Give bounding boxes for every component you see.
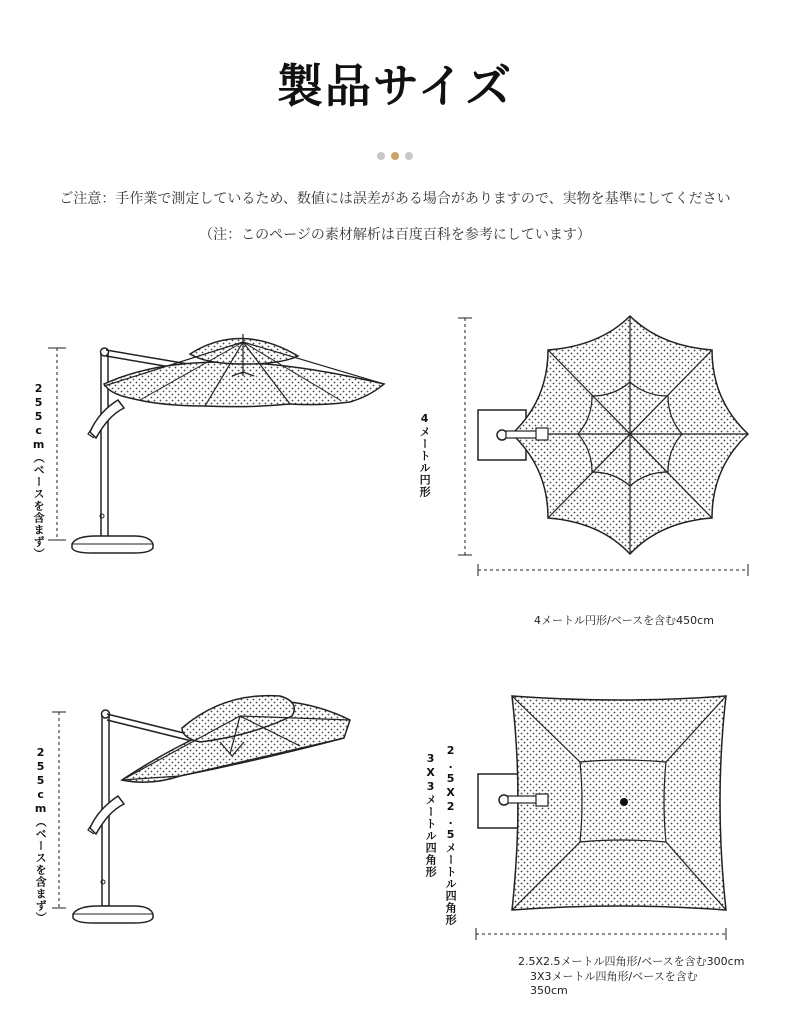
dot-3 xyxy=(405,152,413,160)
square-caption-line2: 3X3メートル四角形/ベースを含む xyxy=(530,970,698,983)
dot-1 xyxy=(377,152,385,160)
round-umbrella-side-view xyxy=(0,300,400,580)
square-caption-line3: 350cm xyxy=(530,984,568,997)
pagination-dots xyxy=(0,152,790,160)
measurement-notice: ご注意：手作業で測定しているため、数値には誤差がある場合がありますので、実物を基準にしてください xyxy=(59,191,731,207)
source-notice: （注：このページの素材解析は百度百科を参考にしています） xyxy=(199,227,591,243)
square-umbrella-top-view xyxy=(460,690,760,950)
square-height-label: 255cm（ベースを含まず） xyxy=(34,746,48,924)
page-title: 製品サイズ xyxy=(276,59,514,113)
square-caption-line1: 2.5X2.5メートル四角形/ベースを含む300cm xyxy=(518,955,745,968)
round-umbrella-top-view xyxy=(450,310,770,590)
square-size-label-2-5: 2.5X2.5メートル四角形 xyxy=(444,744,458,926)
round-size-caption: 4メートル円形/ベースを含む450cm xyxy=(534,614,714,627)
dot-2-active xyxy=(391,152,399,160)
square-size-label-3x3: 3X3メートル四角形 xyxy=(424,752,438,878)
square-umbrella-side-view xyxy=(0,680,400,940)
round-diameter-label: 4メートル円形 xyxy=(418,412,432,498)
round-height-label: 255cm（ベースを含まず） xyxy=(32,382,46,560)
